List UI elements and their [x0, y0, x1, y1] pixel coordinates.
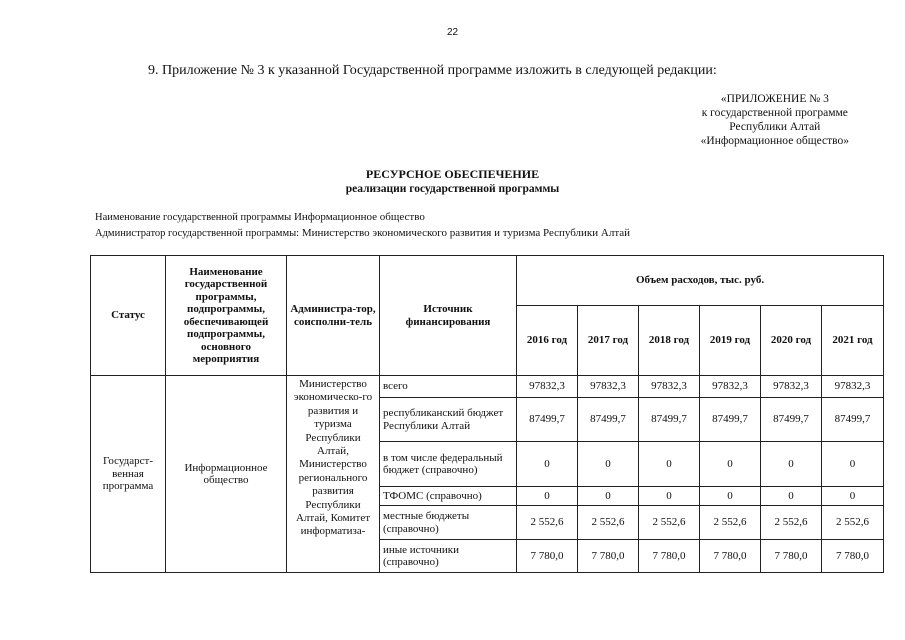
appendix-line-2: к государственной программе — [701, 107, 848, 119]
amount-cell: 87499,7 — [761, 398, 822, 442]
amount-cell: 87499,7 — [517, 398, 578, 442]
header-expense-volume: Объем расходов, тыс. руб. — [517, 256, 884, 306]
amount-cell: 0 — [517, 442, 578, 487]
amount-cell: 0 — [578, 487, 639, 506]
amount-cell: 7 780,0 — [761, 540, 822, 573]
amount-cell: 97832,3 — [639, 376, 700, 398]
program-admin-value: Министерство экономического развития и туризма Республики Алтай — [301, 227, 631, 239]
amount-cell: 7 780,0 — [517, 540, 578, 573]
appendix-line-1: «ПРИЛОЖЕНИЕ № 3 — [720, 93, 829, 105]
amount-cell: 87499,7 — [822, 398, 884, 442]
appendix-header — [701, 92, 849, 148]
amount-cell: 7 780,0 — [639, 540, 700, 573]
amount-cell: 97832,3 — [578, 376, 639, 398]
amount-cell: 0 — [761, 442, 822, 487]
amount-cell: 97832,3 — [822, 376, 884, 398]
program-admin-label: Администратор государственной программы: — [95, 228, 300, 239]
funding-source-cell: всего — [380, 376, 517, 398]
amount-cell: 97832,3 — [700, 376, 761, 398]
amount-cell: 87499,7 — [578, 398, 639, 442]
title-line-2: реализации государственной программы — [345, 183, 560, 195]
amount-cell: 0 — [639, 487, 700, 506]
header-year: 2016 год — [517, 306, 578, 376]
amount-cell: 2 552,6 — [822, 506, 884, 540]
page-number: 22 — [446, 27, 459, 38]
amount-cell: 0 — [639, 442, 700, 487]
program-name-label: Наименование государственной программы — [95, 212, 292, 223]
amount-cell: 87499,7 — [700, 398, 761, 442]
table-header — [91, 256, 884, 376]
funding-source-cell: в том числе федеральный бюджет (справочно) — [380, 442, 517, 487]
amount-cell: 2 552,6 — [700, 506, 761, 540]
program-name-line — [95, 211, 425, 223]
header-funding-source: Источник финансирования — [380, 256, 517, 376]
table-body — [91, 376, 884, 573]
header-administrator: Администра-тор, соисполни-тель — [287, 256, 380, 376]
table-row — [91, 376, 884, 398]
amount-cell: 7 780,0 — [578, 540, 639, 573]
amount-cell: 7 780,0 — [700, 540, 761, 573]
funding-source-cell: местные бюджеты (справочно) — [380, 506, 517, 540]
title-line-1: РЕСУРСНОЕ ОБЕСПЕЧЕНИЕ — [365, 167, 540, 181]
amount-cell: 0 — [517, 487, 578, 506]
header-year: 2020 год — [761, 306, 822, 376]
program-name-cell: Информационное общество — [166, 376, 287, 573]
program-name-value: Информационное общество — [293, 211, 425, 223]
header-year: 2021 год — [822, 306, 884, 376]
document-title — [0, 167, 905, 196]
amount-cell: 7 780,0 — [822, 540, 884, 573]
status-cell: Государст-венная программа — [91, 376, 166, 573]
resource-table — [90, 255, 884, 573]
amount-cell: 0 — [700, 487, 761, 506]
amount-cell: 0 — [822, 442, 884, 487]
program-admin-line — [95, 227, 630, 239]
amount-cell: 0 — [700, 442, 761, 487]
header-year: 2019 год — [700, 306, 761, 376]
amount-cell: 2 552,6 — [761, 506, 822, 540]
funding-source-cell: республиканский бюджет Республики Алтай — [380, 398, 517, 442]
header-year: 2018 год — [639, 306, 700, 376]
amount-cell: 2 552,6 — [578, 506, 639, 540]
amount-cell: 97832,3 — [761, 376, 822, 398]
amount-cell: 97832,3 — [517, 376, 578, 398]
administrator-cell: Министерство экономическо-го развития и туризма Республики Алтай, Министерство регионального развития Республики Алтай, Комитет информатиза- — [287, 376, 380, 573]
amount-cell: 2 552,6 — [639, 506, 700, 540]
amount-cell: 0 — [761, 487, 822, 506]
amount-cell: 2 552,6 — [517, 506, 578, 540]
amount-cell: 0 — [578, 442, 639, 487]
amount-cell: 0 — [822, 487, 884, 506]
appendix-line-4: «Информационное общество» — [700, 135, 849, 147]
header-program-name: Наименование государственной программы, подпрограммы, обеспечивающей подпрограммы, основного мероприятия — [166, 256, 287, 376]
header-status: Статус — [91, 256, 166, 376]
intro-paragraph: 9. Приложение № 3 к указанной Государственной программе изложить в следующей редакции: — [148, 63, 717, 78]
funding-source-cell: ТФОМС (справочно) — [380, 487, 517, 506]
amount-cell: 87499,7 — [639, 398, 700, 442]
header-year: 2017 год — [578, 306, 639, 376]
appendix-line-3: Республики Алтай — [729, 121, 821, 133]
funding-source-cell: иные источники (справочно) — [380, 540, 517, 573]
